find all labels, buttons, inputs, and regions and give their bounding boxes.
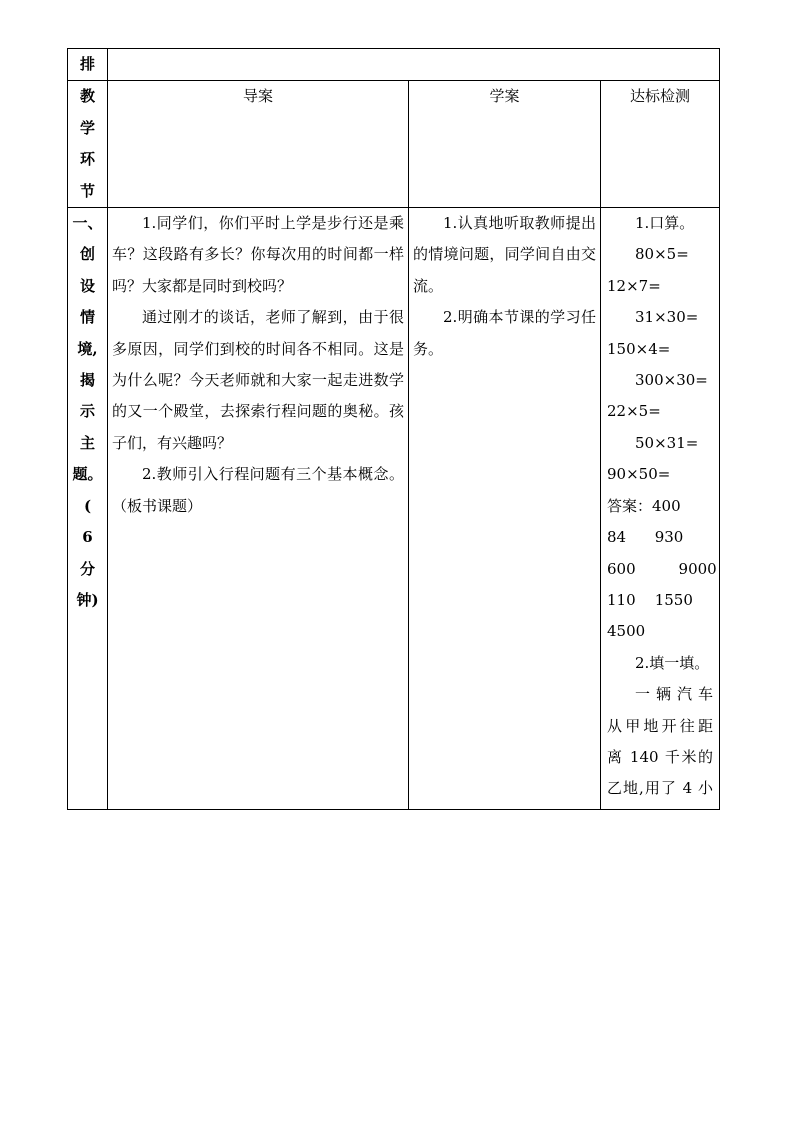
answer-line: 4500 [607,622,646,641]
section-label-cell [68,208,108,810]
column-header-check: 达标检测 [601,81,720,208]
answer-line: 84 930 [607,528,684,547]
section-label-char: ( [83,496,92,515]
empty-cell [108,49,720,81]
check-item: 12×7= [607,276,661,295]
section-label-cell [68,81,108,208]
section-label-char: 主 [79,433,95,452]
check-item: 80×5= [635,245,689,264]
table-row [68,81,720,208]
answer-line: 600 9000 [607,559,717,578]
section-label-char: 节 [79,181,95,200]
section-label-char: 分 [79,559,95,578]
check-item: 90×50= [607,465,671,484]
section-label-char: 境, [77,339,98,358]
problem-line: 乙地,用了 4 小 [607,779,714,798]
check-title: 1.口算。 [635,214,695,233]
check-title: 2.填一填。 [635,653,710,672]
row-label: 排 [79,55,95,73]
row-label-cell [68,49,108,81]
table-row [68,208,720,810]
answer-line: 110 1550 [607,590,693,609]
table-row [68,49,720,81]
daoan-paragraph: 2.教师引入行程问题有三个基本概念。（板书课题） [112,465,404,515]
section-label-char: 一、 [72,214,103,233]
xuean-paragraph: 1.认真地听取教师提出的情境问题，同学间自由交流。 [413,214,596,295]
problem-line: 从甲地开往距 [607,716,714,735]
column-header-daoan: 导案 [108,81,409,208]
check-item: 300×30= [635,371,708,390]
section-label-char: 钟) [76,590,99,609]
xuean-content-cell [409,208,601,810]
lesson-plan-table [67,48,720,810]
section-label-char: 创 [79,245,95,264]
xuean-paragraph: 2.明确本节课的学习任务。 [413,308,596,358]
answer-label: 答案：400 [607,496,681,515]
problem-line: 离 140 千米的 [607,747,714,766]
check-item: 22×5= [607,402,661,421]
daoan-paragraph: 1.同学们，你们平时上学是步行还是乘车？这段路有多长？你每次用的时间都一样吗？大家都是同时到校吗？ [112,214,404,295]
check-item: 150×4= [607,339,671,358]
section-label-char: 示 [79,402,95,421]
check-content-cell [601,208,720,810]
section-label-char: 揭 [79,371,95,390]
daoan-paragraph: 通过刚才的谈话，老师了解到，由于很多原因，同学们到校的时间各不相同。这是为什么呢？今天老师就和大家一起走进数学的又一个殿堂，去探索行程问题的奥秘。孩子们，有兴趣吗？ [112,308,404,452]
check-item: 31×30= [635,308,699,327]
column-header-xuean: 学案 [409,81,601,208]
section-label-char: 题。 [72,465,103,484]
section-label-char: 环 [79,150,95,169]
section-label-char: 6 [82,528,93,547]
check-item: 50×31= [635,433,699,452]
section-label-char: 学 [79,118,95,137]
problem-line: 一辆汽车 [635,685,714,704]
daoan-content-cell [108,208,409,810]
section-label-char: 教 [79,87,95,106]
section-label-char: 情 [79,308,95,327]
section-label-char: 设 [79,276,95,295]
